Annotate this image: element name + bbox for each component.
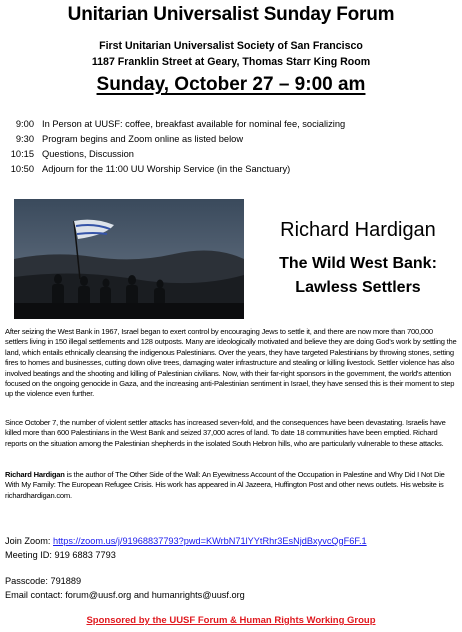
speaker-name: Richard Hardigan xyxy=(280,219,436,241)
schedule-item xyxy=(0,164,462,178)
description-paragraph-1: After seizing the West Bank in 1967, Israel began to exert control by encouraging Jews to settle it, and there are now more than 700,000 settlers living in 150 illegal settlements and 128 outposts. Many are ideologically motivated and believe they are doing God's work by settling the land, which entails ethnically cleansing the indigenous Palestinians. Over the years, they have targeted Palestinians by throwing stones, setting fires to homes and businesses, cutting down olive trees, damaging water infrastructure and stealing or killing livestock. Settler violence has also involved beatings and the shooting and killing of Palestinian civilians. Now, with their far-right sponsors in the government, the world's attention focused on the ongoing genocide in Gaza, and the increasing anti-Palestinian sentiment in Israel, they have sensed this is their moment to step up the violence even further. xyxy=(5,327,457,399)
schedule-time: 9:30 xyxy=(15,134,34,144)
forum-title: Unitarian Universalist Sunday Forum xyxy=(67,4,395,25)
sponsor-line: Sponsored by the UUSF Forum & Human Rights Working Group xyxy=(86,615,376,626)
schedule-desc: Program begins and Zoom online as listed below xyxy=(42,134,244,144)
talk-title-line2: Lawless Settlers xyxy=(295,279,421,296)
schedule-desc: Questions, Discussion xyxy=(42,149,134,159)
description-paragraph-2: Since October 7, the number of violent settler attacks has increased seven-fold, and the consequences have been devastating. Israelis have killed more than 600 Palestinians in the West Bank and seized 37,000 acres of land. To date 18 communities have been emptied. Richard reports on the situation among the Palestinian shepherds in the isolated South Hebron hills, who are particularly vulnerable to these attacks. xyxy=(5,418,446,448)
schedule-time: 10:15 xyxy=(10,149,34,159)
speaker-bio xyxy=(5,470,457,501)
speaker-bio-name: Richard Hardigan xyxy=(5,470,65,479)
event-date-text: Sunday, October 27 – 9:00 am xyxy=(96,74,366,95)
schedule-desc: In Person at UUSF: coffee, breakfast available for nominal fee, socializing xyxy=(42,119,346,129)
zoom-join-label: Join Zoom: xyxy=(5,536,53,546)
speaker-bio-text: is the author of The Other Side of the Wall: An Eyewitness Account of the Occupation in Palestine and Why Did I Not Die With My Family: The European Refugee Crisis. His work has appeared in Al Jazeera, Huffington Post and other news outlets. His website is richardhardigan.com. xyxy=(5,470,445,500)
event-date xyxy=(0,74,462,96)
schedule-time: 9:00 xyxy=(15,119,34,129)
talk-title-line1: The Wild West Bank: xyxy=(279,255,437,272)
schedule-item xyxy=(0,119,462,133)
schedule-item xyxy=(0,134,462,148)
zoom-join-line xyxy=(5,536,367,546)
email-contact: Email contact: forum@uusf.org and humanrights@uusf.org xyxy=(5,590,245,600)
schedule-desc: Adjourn for the 11:00 UU Worship Service (in the Sanctuary) xyxy=(42,164,291,174)
schedule-item xyxy=(0,149,462,163)
settlers-photo-image xyxy=(14,199,244,319)
zoom-meeting-id: Meeting ID: 919 6883 7793 xyxy=(5,550,116,560)
settlers-photo xyxy=(14,199,244,319)
organization-name: First Unitarian Universalist Society of San Francisco xyxy=(99,40,363,52)
venue-address: 1187 Franklin Street at Geary, Thomas Starr King Room xyxy=(91,56,371,68)
zoom-link[interactable]: https://zoom.us/j/91968837793?pwd=KWrbN71lYYtRhr3EsNjdBxyvcQgF6F.1 xyxy=(53,536,367,546)
schedule-time: 10:50 xyxy=(10,164,34,174)
zoom-passcode: Passcode: 791889 xyxy=(5,576,82,586)
